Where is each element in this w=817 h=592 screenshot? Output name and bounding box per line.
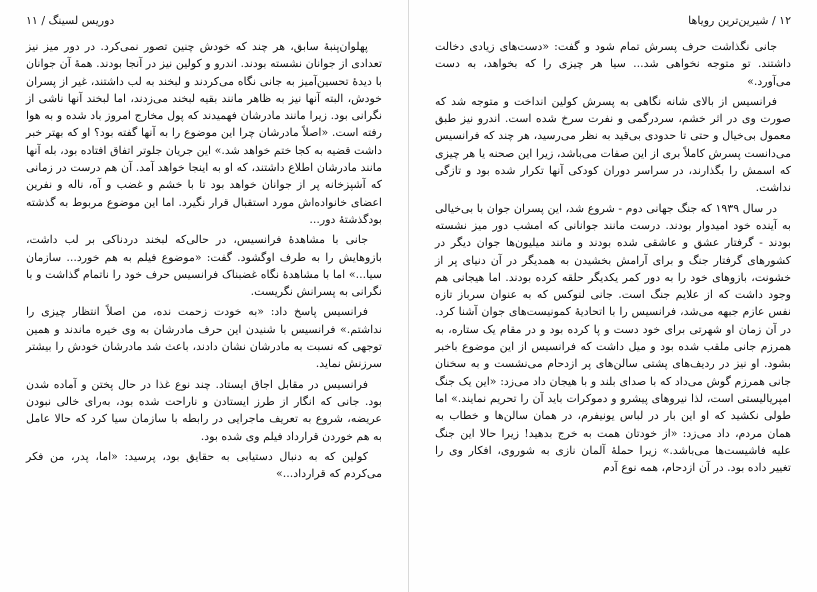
paragraph: جانی نگذاشت حرف پسرش تمام شود و گفت: «دست‌های زیادی دخالت داشتند. تو متوجه نخواهی شد... سیا هر چیزی را که بخواهد، به دست می‌آورد.»: [435, 40, 791, 88]
paragraph: پهلوان‌پنبهٔ سابق، هر چند که خودش چنین تصور نمی‌کرد. در دور میز نیز تعدادی از جوانان نشسته بودند. اندرو و کولین نیز در آنجا بودند. همهٔ آن جوانان با دیدهٔ تحسین‌آمیز به جانی نگاه می‌کردند و لبخند به لب داشتند، غیر از پسران خودش، البته آنها نیز به ظاهر مانند بقیه لبخند می‌زدند، اما لبخند آنها ناشی از نگرانی بود. زیرا مانند مادرشان فهمیدند که پول مخارج امروز باد شده و به هوا رفته است. «اصلاً مادرشان چرا این موضوع را به آنها گفته بود؟ او که بهتر خبر داشت قضیه به کجا ختم خواهد شد.» این جریان جلوتر اتفاق افتاده بود، بله آنها مانند مادرشان اطلاع داشتند، که او به اینجا خواهد آمد. آن هم درست در زمانی که آشپزخانه پر از جوانان خواهد بود تا با خشم و غضب و آه، ناله و نفرین اعضای خانواده‌اش مورد استقبال قرار نگیرد. اما این موضوع مربوط به گذشته بود‌گذشتهٔ دور...: [25, 40, 382, 226]
paragraph: فرانسیس در مقابل اجاق ایستاد. چند نوع غذا در حال پختن و آماده شدن بود. جانی که انگار از طرز ایستادن و ناراحت شده بود، به‌رای خالی نبودن عریضه، شروع به تعریف ماجرایی در رابطه با سازمان سیا کرد که حالا عامل به هم خوردن قرارداد فیلم وی شده بود.: [26, 377, 382, 443]
paragraph: فرانسیس از بالای شانه نگاهی به پسرش کولین انداخت و متوجه شد که صورت وی در اثر خشم، سردرگمی و نفرت سرخ شده است. اندرو نیز طبق معمول بی‌خیال و حتی تا حدودی بی‌قید به نظر می‌رسید، هر چند که فرانسیس می‌دانست پسرش کاملاً بری از این صفات می‌باشد، زیرا این صحنه یا هر چیزی که اسمش را بگذارند، در سراسر دوران کودکی آنها تکرار شده بود و تازگی نداشت.: [435, 94, 791, 195]
running-header-left: دوریس لسینگ / ۱۱: [26, 14, 115, 27]
right-page: [409, 0, 817, 592]
left-page-body: [26, 38, 382, 482]
right-page-body: [435, 38, 791, 476]
paragraph: فرانسیس پاسخ داد: «به خودت زحمت نده، من اصلاً انتظار چیزی را نداشتم.» فرانسیس با شنیدن این حرف مادرشان به وی خیره ماندند و همین توجهی که نسبت به مادرشان نشان دادند، باعث شد مادرشان خودش را بیشتر سرزنش نماید.: [26, 305, 382, 371]
paragraph: کولین که به دنبال دستیابی به حقایق بود، پرسید: «اما، پدر، من فکر می‌کردم که قرارداد...»: [26, 449, 382, 481]
left-page: [0, 0, 408, 592]
paragraph: در سال ۱۹۳۹ که جنگ جهانی دوم - شروع شد، این پسران جوان با بی‌خیالی به آینده خود امیدوار بودند. درست مانند جوانانی که امشب دور میز نشسته بودند - گرفتار عشق و عاشقی شده بودند و مانند میلیون‌ها جوان دیگر در کشورهای گرفتار جنگ و برای آرامش بخشیدن به همدیگر در آن دنیای پر از خشونت، بازوهای خود را به دور کمر یکدیگر حلقه کرده بودند. اما هیجانی هم وجود داشت که از علایم جنگ است. جانی لنوکس که به عنوان سرباز تازه نفس عازم جبهه می‌شد، فرانسیس را با اتحادیهٔ کمونیست‌های جوان آشنا کرد. در آن زمان او شهرتی برای خود دست و پا کرده بود و در مقام یک ستاره، به همرزم جانی ملقب شده بود و میل داشت که فرانسیس از این موضوع باخبر بشود. او نیز در ردیف‌های پشتی سالن‌های پر ازدحام می‌نشست و به سخنان جانی همرزم گوش می‌داد که با صدای بلند و با هیجان داد می‌زد: «این یک جنگ امپریالیستی است، لذا نیروهای پیشرو و دموکرات باید آن را تحریم نمایند.» اما طولی نکشید که او این بار در لباس یونیفرم، در همان سالن‌ها و خطاب به همان مردم، داد می‌زد: «از خودتان همت به خرج بدهید! زیرا حالا این جنگ علیه فاشیست‌ها می‌باشد.» زیرا حملهٔ آلمان نازی به شوروی، افکار وی را تغییر داده بود. در آن ازدحام، همه نوع آدم: [435, 201, 791, 475]
running-header-right: ۱۲ / شیرین‌ترین رویاها: [688, 14, 791, 27]
paragraph: جانی با مشاهدهٔ فرانسیس، در حالی‌که لبخند دردناکی بر لب داشت، بازوهایش را به طرف او‌گشود. گفت: «موضوع فیلم به هم خورد... سازمان سیا...» اما با مشاهدهٔ نگاه غضبناک فرانسیس حرف خود را ناتمام گذاشت و با نگرانی به پسرانش نگریست.: [26, 233, 382, 299]
